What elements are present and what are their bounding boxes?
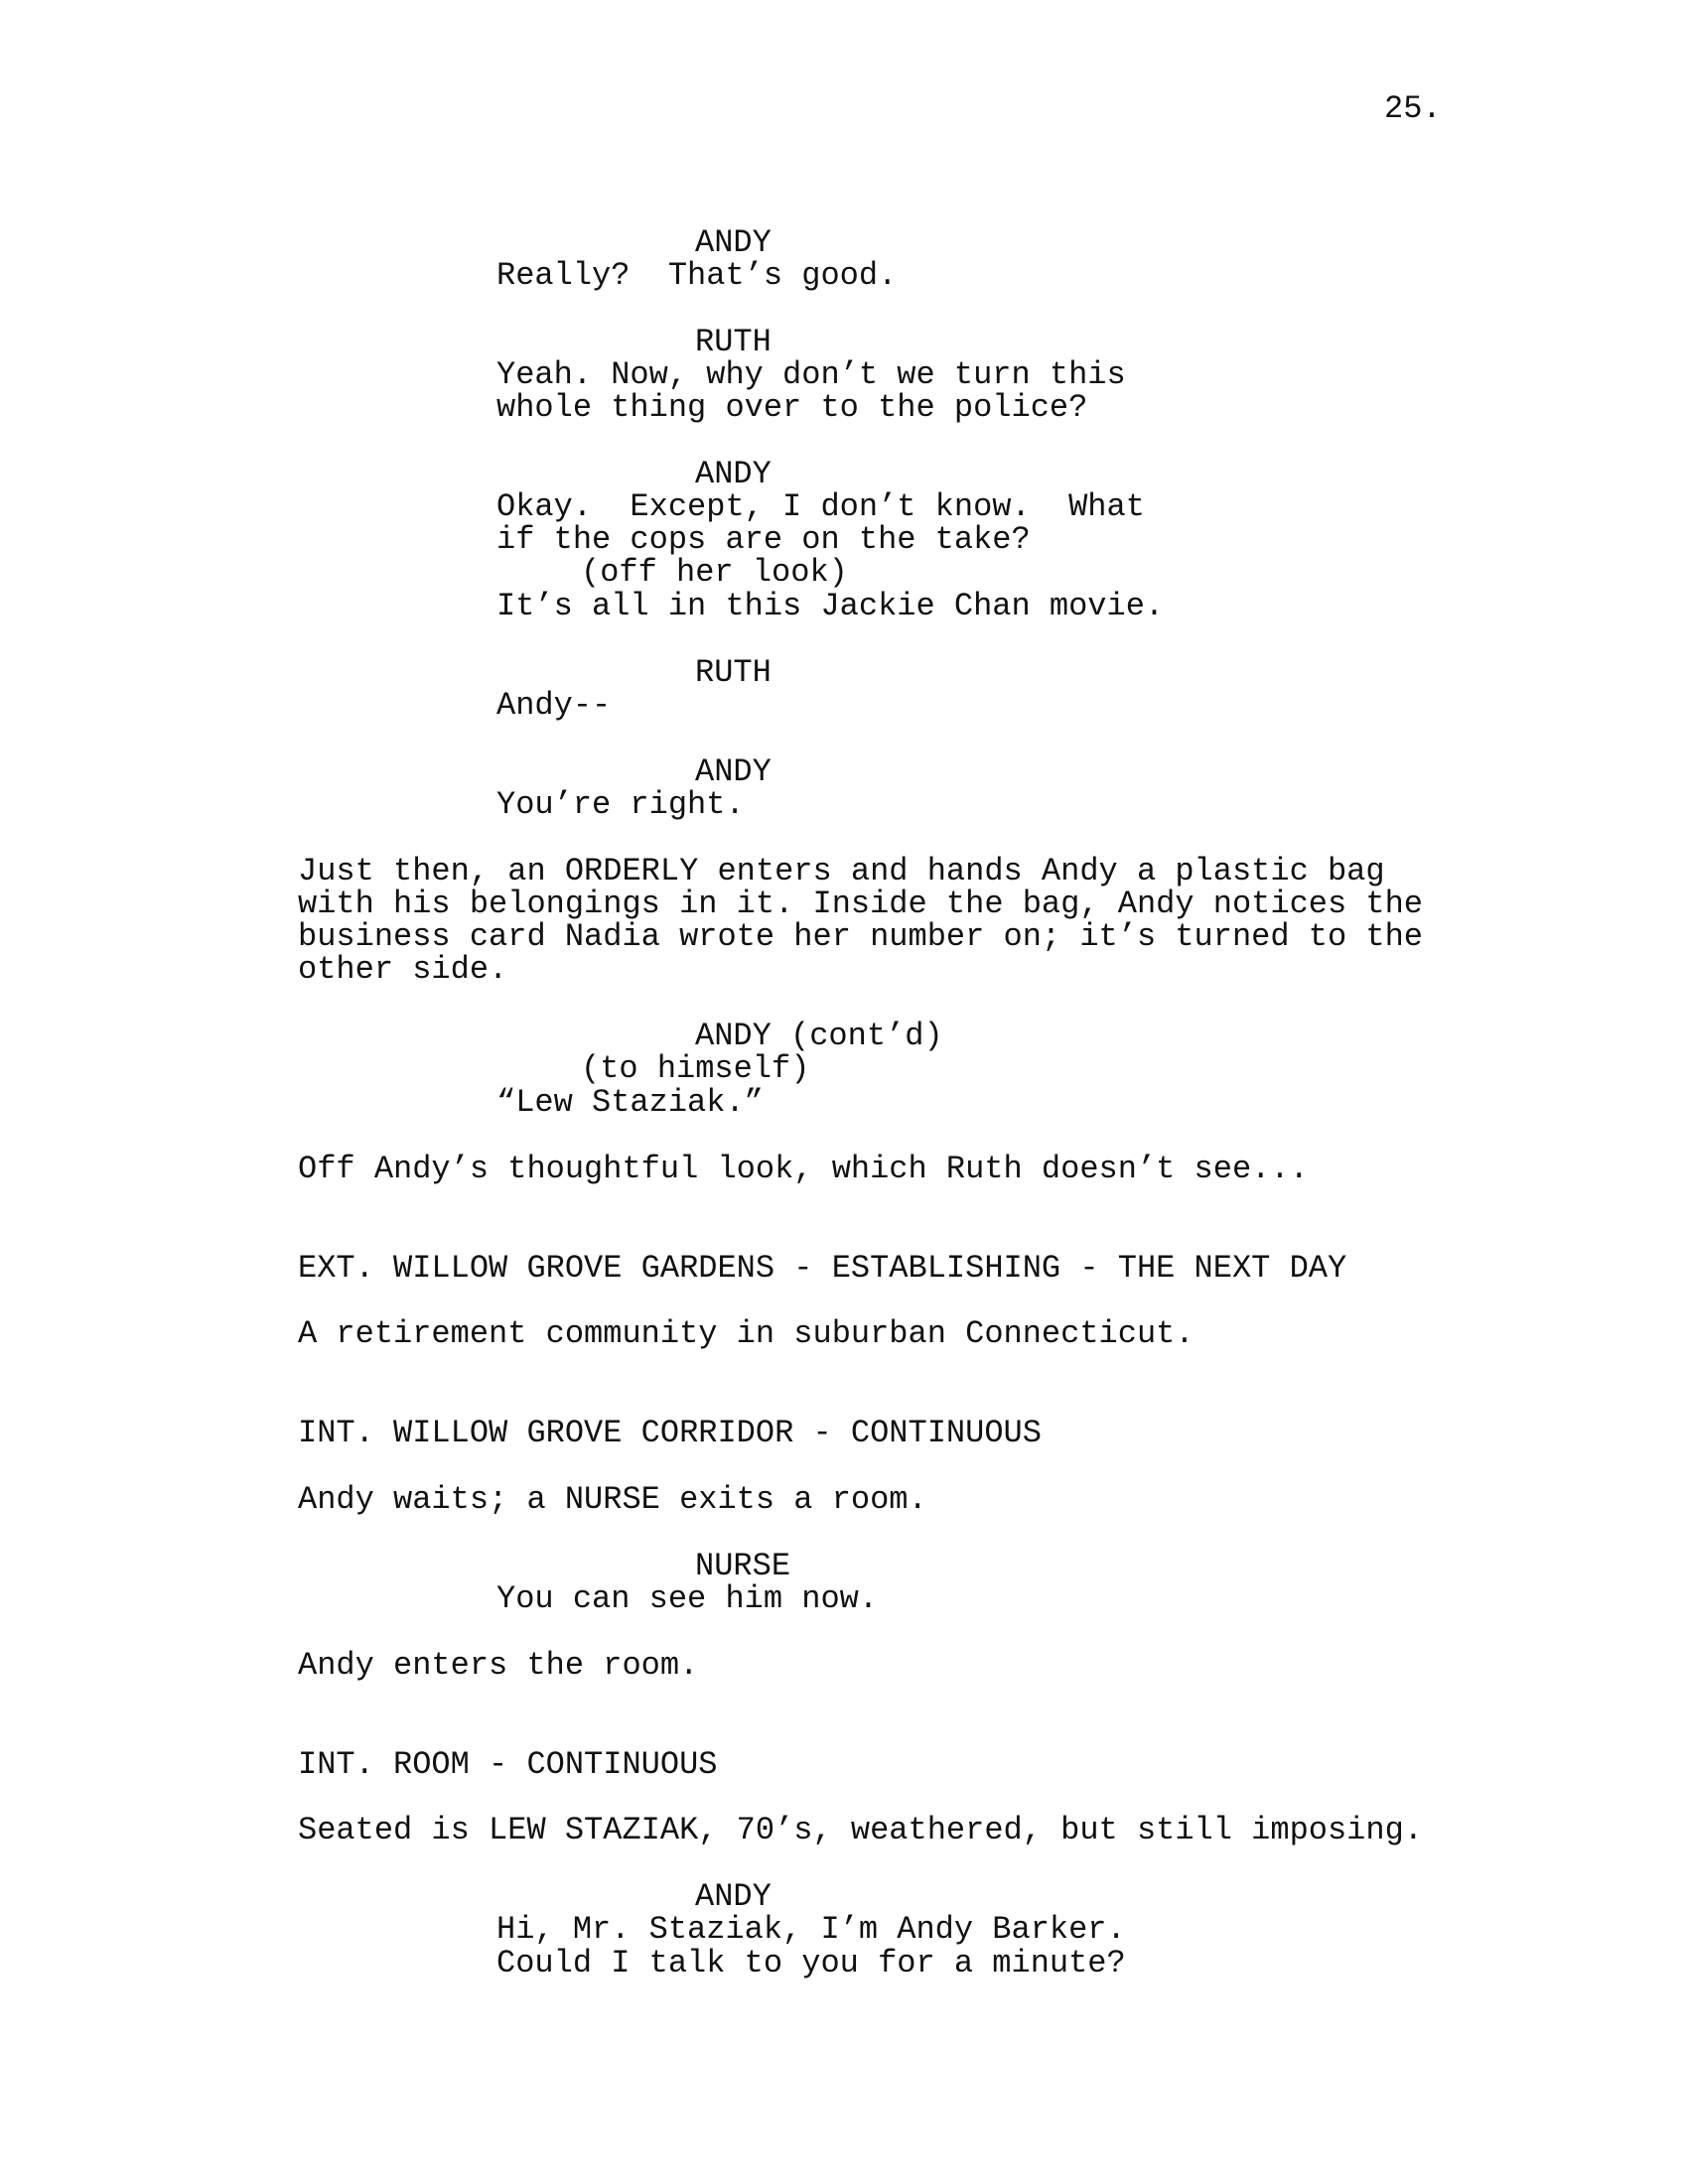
action-line: A retirement community in suburban Connecticut. [298, 1315, 1195, 1352]
dialogue-line: whole thing over to the police? [496, 389, 1088, 426]
action-line: Seated is LEW STAZIAK, 70’s, weathered, but still imposing. [298, 1812, 1423, 1848]
action-line: Off Andy’s thoughtful look, which Ruth doesn’t see... [298, 1151, 1309, 1187]
dialogue-line: It’s all in this Jackie Chan movie. [496, 588, 1165, 624]
dialogue-line: You’re right. [496, 786, 745, 823]
action-line: Just then, an ORDERLY enters and hands Andy a plastic bag [298, 853, 1385, 889]
dialogue-line: Okay. Except, I don’t know. What [496, 488, 1145, 525]
character-name: RUTH [695, 324, 772, 360]
dialogue-line: You can see him now. [496, 1580, 879, 1617]
character-name: RUTH [695, 654, 772, 691]
character-name: ANDY [695, 456, 772, 492]
action-line: business card Nadia wrote her number on; it’s turned to the [298, 918, 1423, 955]
action-line: Andy enters the room. [298, 1647, 699, 1684]
dialogue-line: Andy-- [496, 687, 612, 724]
character-name: ANDY [695, 224, 772, 261]
dialogue-line: “Lew Staziak.” [496, 1084, 764, 1121]
scene-heading: INT. ROOM - CONTINUOUS [298, 1746, 718, 1783]
dialogue-line: Really? That’s good. [496, 257, 898, 294]
character-name: ANDY [695, 1878, 772, 1915]
dialogue-line: Hi, Mr. Staziak, I’m Andy Barker. [496, 1911, 1126, 1948]
page-number: 25. [1384, 90, 1442, 127]
dialogue-line: Could I talk to you for a minute? [496, 1945, 1126, 1981]
action-line: Andy waits; a NURSE exits a room. [298, 1481, 927, 1518]
character-name: ANDY [695, 753, 772, 790]
scene-heading: EXT. WILLOW GROVE GARDENS - ESTABLISHING - THE NEXT DAY [298, 1250, 1347, 1287]
action-line: with his belongings in it. Inside the bag, Andy notices the [298, 886, 1423, 922]
action-line: other side. [298, 951, 508, 988]
parenthetical: (to himself) [581, 1050, 810, 1087]
character-name: NURSE [695, 1548, 791, 1584]
parenthetical: (off her look) [581, 554, 848, 591]
character-name: ANDY (cont’d) [695, 1018, 943, 1054]
scene-heading: INT. WILLOW GROVE CORRIDOR - CONTINUOUS [298, 1415, 1042, 1451]
dialogue-line: if the cops are on the take? [496, 521, 1031, 558]
dialogue-line: Yeah. Now, why don’t we turn this [496, 356, 1126, 393]
